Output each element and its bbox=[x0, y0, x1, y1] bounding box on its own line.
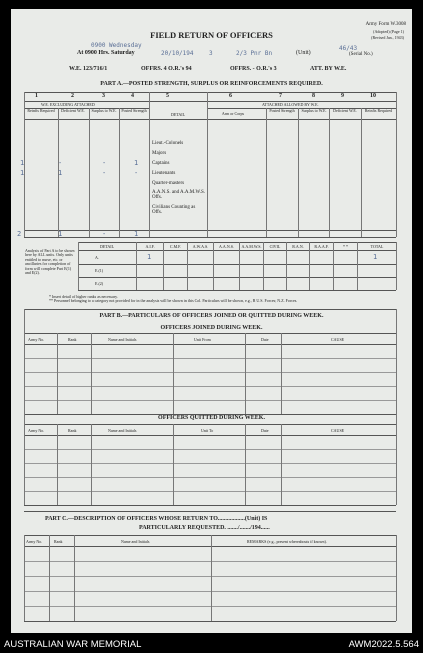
part-c-heading-2: PARTICULARLY REQUESTED. ......./......./194...... bbox=[139, 525, 270, 531]
hand-date: 20/10/194 bbox=[161, 50, 194, 57]
col-number-1: 1 bbox=[35, 93, 38, 99]
part-c-heading: PART C.—DESCRIPTION OF OFFICERS WHOSE RETURN TO..................(Unit) IS bbox=[45, 516, 268, 522]
hand-total-c2: 1 bbox=[58, 230, 63, 238]
hand-captains-c2: - bbox=[58, 159, 63, 167]
serial-label: (Serial No.) bbox=[349, 52, 373, 57]
col-number-3: 3 bbox=[102, 93, 105, 99]
adopted-note: (Adopted) (Page 1) bbox=[373, 29, 404, 34]
col-number-9: 9 bbox=[341, 93, 344, 99]
we-excluding-header: W.E. EXCLUDING ATTACHED bbox=[41, 102, 95, 107]
quitted-col-rank: Rank bbox=[68, 428, 77, 433]
hand-serial: 46/43 bbox=[339, 45, 358, 52]
col-number-4: 4 bbox=[131, 93, 134, 99]
part-c-col-rank: Rank bbox=[54, 539, 63, 544]
part-c-col-army-no: Army No. bbox=[26, 539, 43, 544]
unit-label: (Unit) bbox=[296, 50, 311, 56]
detail-lieutenants: Lieutenants bbox=[152, 171, 176, 176]
analysis-col-raaf: R.A.A.F. bbox=[314, 244, 329, 249]
analysis-col-detail: DETAIL bbox=[99, 244, 115, 249]
subheader-surplus-1: Surplus to W.E. bbox=[91, 108, 117, 113]
col-number-7: 7 bbox=[279, 93, 282, 99]
quitted-col-unit-to: Unit To bbox=[201, 428, 214, 433]
footnote-1: * Insert detail of higher ranks as necessary. bbox=[49, 294, 118, 299]
col-number-10: 10 bbox=[370, 93, 376, 99]
hand-analysis-aif: 1 bbox=[147, 253, 152, 261]
subheader-reinfts-required-1: Reinfts Required bbox=[27, 108, 55, 113]
analysis-row-e1: E.(1) bbox=[95, 268, 104, 273]
offrs-line: OFFRS. 4 O.R.'s 94 bbox=[141, 66, 192, 72]
detail-civilians: Civilians Counting as Offs. bbox=[152, 205, 196, 215]
hand-unit: 2/3 Pnr Bn bbox=[236, 50, 273, 57]
subheader-posted-1: Posted Strength bbox=[121, 108, 147, 113]
hand-lieutenants-c4: - bbox=[134, 169, 139, 177]
hand-total-c1: 2 bbox=[17, 230, 22, 238]
col-number-6: 6 bbox=[229, 93, 232, 99]
joined-col-cause: CAUSE bbox=[331, 337, 345, 342]
offrs2-line: OFFRS. - O.R.'s 3 bbox=[230, 66, 277, 72]
detail-quartermasters: Quarter-masters bbox=[152, 181, 185, 186]
quitted-col-army-no: Army No. bbox=[28, 428, 45, 433]
col-number-8: 8 bbox=[312, 93, 315, 99]
analysis-row-a: A. bbox=[95, 255, 99, 260]
analysis-col-awas: A.W.A.S. bbox=[192, 244, 209, 249]
part-c-col-name: Name and Initials bbox=[121, 539, 150, 544]
analysis-col-ran: R.A.N. bbox=[292, 244, 304, 249]
form-title: FIELD RETURN OF OFFICERS bbox=[150, 30, 273, 40]
hand-lieutenants-c2: 1 bbox=[58, 169, 63, 177]
quitted-heading: OFFICERS QUITTED DURING WEEK. bbox=[158, 415, 265, 421]
subheader-deficient-2: Deficient W.E. bbox=[333, 108, 357, 113]
part-a-heading: PART A.—POSTED STRENGTH, SURPLUS OR REINFORCEMENTS REQUIRED. bbox=[100, 81, 323, 87]
joined-col-unit-from: Unit From bbox=[194, 337, 211, 342]
subheader-arm-corps: Arm or Corps bbox=[221, 111, 245, 116]
caption-bar bbox=[0, 636, 423, 653]
analysis-col-aif: A.I.F. bbox=[145, 244, 155, 249]
joined-col-date: Date bbox=[261, 337, 269, 342]
quitted-col-name: Name and Initials bbox=[108, 428, 137, 433]
joined-heading: OFFICERS JOINED DURING WEEK. bbox=[160, 325, 263, 331]
part-c-col-remarks: REMARKS (e.g., present whereabouts if known). bbox=[247, 539, 327, 544]
hand-total-c3: - bbox=[102, 230, 107, 238]
quitted-col-date: Date bbox=[261, 428, 269, 433]
analysis-note: Analysis of Part A to be shown here by ALL units. Only units entitled to nurse, etc. or ancillaries for completion of form will complete Part E(1) and E(2). bbox=[25, 248, 75, 276]
hand-total-c4: 1 bbox=[134, 230, 139, 238]
document-sheet bbox=[11, 9, 412, 633]
hand-time-day: 0900 Wednesday bbox=[91, 42, 142, 49]
hand-captains-c4: 1 bbox=[134, 159, 139, 167]
hand-lieutenants-c3: - bbox=[102, 169, 107, 177]
hand-lieutenants-c1: 1 bbox=[20, 169, 25, 177]
subheader-deficient-1: Deficient W.E. bbox=[61, 108, 85, 113]
analysis-col-cmf: C.M.F. bbox=[169, 244, 182, 249]
hand-captains-c3: - bbox=[102, 159, 107, 167]
subheader-surplus-2: Surplus to W.E. bbox=[301, 108, 327, 113]
analysis-col-aamws: A.A.M.W.S. bbox=[241, 244, 262, 249]
analysis-col-total: TOTAL bbox=[370, 244, 384, 249]
joined-col-name: Name and Initials bbox=[108, 337, 137, 342]
detail-lieut-colonels: Lieut.-Colonels bbox=[152, 141, 184, 146]
analysis-row-e2: E.(2) bbox=[95, 281, 104, 286]
analysis-col-other: * * bbox=[343, 244, 348, 249]
subheader-posted-2: Posted Strength bbox=[269, 108, 295, 113]
time-line: At 0900 Hrs. Saturday bbox=[77, 50, 135, 56]
col-number-5: 5 bbox=[166, 93, 169, 99]
analysis-col-civil: CIVIL bbox=[269, 244, 281, 249]
col-number-2: 2 bbox=[71, 93, 74, 99]
caption-institution: AUSTRALIAN WAR MEMORIAL bbox=[4, 639, 142, 650]
subheader-reinfts-required-2: Reinfts Required bbox=[364, 108, 393, 113]
joined-col-army-no: Army No. bbox=[28, 337, 45, 342]
part-b-heading: PART B.—PARTICULARS OF OFFICERS JOINED OR QUITTED DURING WEEK. bbox=[99, 313, 324, 319]
joined-col-rank: Rank bbox=[68, 337, 77, 342]
detail-majors: Majors bbox=[152, 151, 167, 156]
att-label: ATT. BY W.E. bbox=[310, 66, 347, 72]
detail-captains: Captains bbox=[152, 161, 170, 166]
hand-captains-c1: 1 bbox=[20, 159, 25, 167]
detail-aans-aamws: A.A.N.S. and A.A.M.W.S. Offs. bbox=[152, 190, 206, 200]
we-line: W.E. 123/716/1 bbox=[69, 66, 108, 72]
quitted-col-cause: CAUSE bbox=[331, 428, 345, 433]
analysis-col-aans: A.A.N.S. bbox=[219, 244, 234, 249]
hand-date-suffix: 3 bbox=[209, 50, 213, 57]
subheader-detail: DETAIL bbox=[170, 112, 186, 117]
caption-accession-number: AWM2022.5.564 bbox=[348, 639, 419, 650]
army-form-id: Army Form W.3008 bbox=[365, 22, 406, 27]
attached-allowed-header: ATTACHED ALLOWED BY W.E. bbox=[262, 102, 319, 107]
revised-note: (Revised Jan., 1943) bbox=[371, 35, 404, 40]
footnote-2: ** Personnel belonging to a category not provided for in the analysis will be shown in this Col. Particulars will be shown, e.g., R U.S. Forces; N.Z. Forces. bbox=[49, 298, 298, 303]
hand-analysis-total: 1 bbox=[373, 253, 378, 261]
